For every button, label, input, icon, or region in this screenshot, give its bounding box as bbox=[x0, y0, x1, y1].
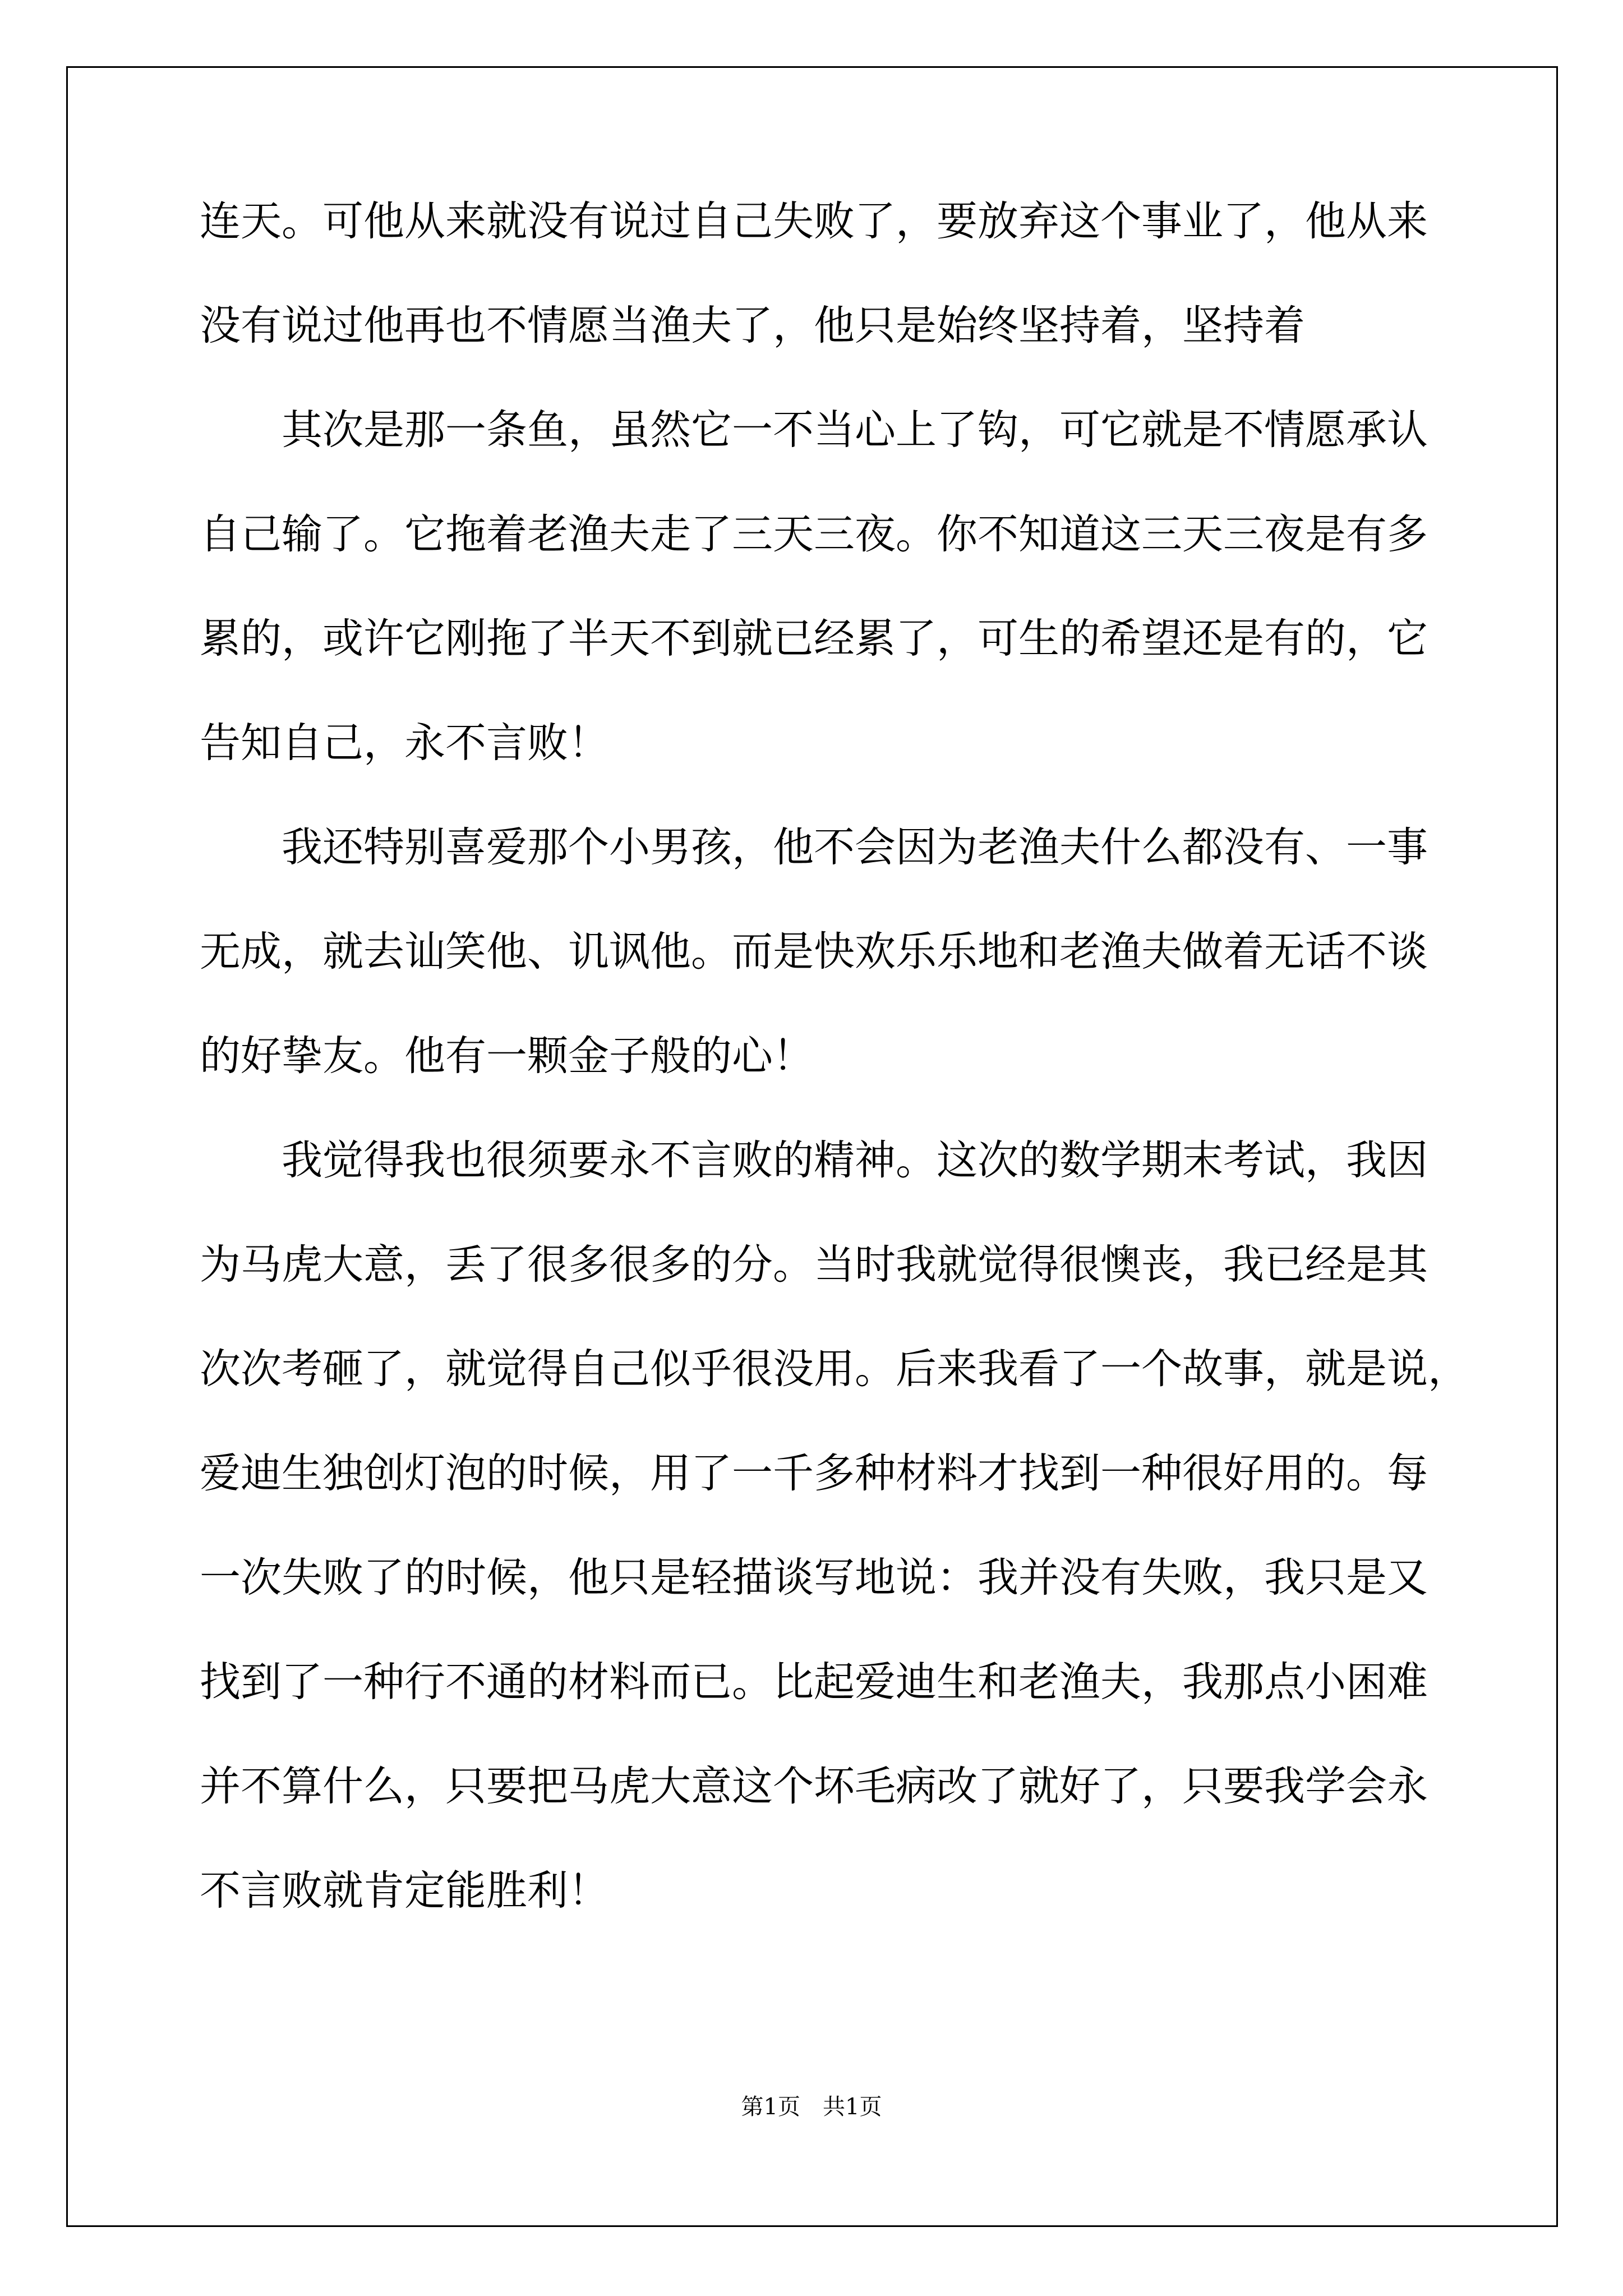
text-line: 的好挚友。他有一颗金子般的心！ bbox=[200, 1032, 814, 1080]
paragraph-start-line: 其次是那一条鱼，虽然它一不当心上了钩，可它就是不情愿承认 bbox=[282, 406, 1428, 454]
text-line: 找到了一种行不通的材料而已。比起爱迪生和老渔夫，我那点小困难 bbox=[200, 1658, 1428, 1706]
text-line: 自己输了。它拖着老渔夫走了三天三夜。你不知道这三天三夜是有多 bbox=[200, 510, 1428, 558]
text-line: 不言败就肯定能胜利！ bbox=[200, 1867, 609, 1915]
text-line: 爱迪生独创灯泡的时候，用了一千多种材料才找到一种很好用的。每 bbox=[200, 1450, 1428, 1497]
text-line: 并不算什么，只要把马虎大意这个坏毛病改了就好了，只要我学会永 bbox=[200, 1763, 1428, 1810]
text-line: 连天。可他从来就没有说过自己失败了，要放弃这个事业了，他从来 bbox=[200, 197, 1428, 245]
text-line: 为马虎大意，丢了很多很多的分。当时我就觉得很懊丧，我已经是其 bbox=[200, 1241, 1428, 1289]
page-number-footer: 第1页 共1页 bbox=[741, 2094, 882, 2120]
text-line: 无成，就去讪笑他、讥讽他。而是快欢乐乐地和老渔夫做着无话不谈 bbox=[200, 928, 1428, 976]
text-line: 次次考砸了，就觉得自己似乎很没用。后来我看了一个故事，就是说， bbox=[200, 1345, 1469, 1393]
paragraph-start-line: 我还特别喜爱那个小男孩，他不会因为老渔夫什么都没有、一事 bbox=[282, 823, 1428, 871]
text-line: 累的，或许它刚拖了半天不到就已经累了，可生的希望还是有的，它 bbox=[200, 615, 1428, 662]
paragraph-start-line: 我觉得我也很须要永不言败的精神。这次的数学期末考试，我因 bbox=[282, 1137, 1428, 1184]
text-line: 告知自己，永不言败！ bbox=[200, 719, 609, 767]
text-line: 没有说过他再也不情愿当渔夫了，他只是始终坚持着，坚持着 bbox=[200, 302, 1305, 349]
text-line: 一次失败了的时候，他只是轻描谈写地说：我并没有失败，我只是又 bbox=[200, 1554, 1428, 1602]
